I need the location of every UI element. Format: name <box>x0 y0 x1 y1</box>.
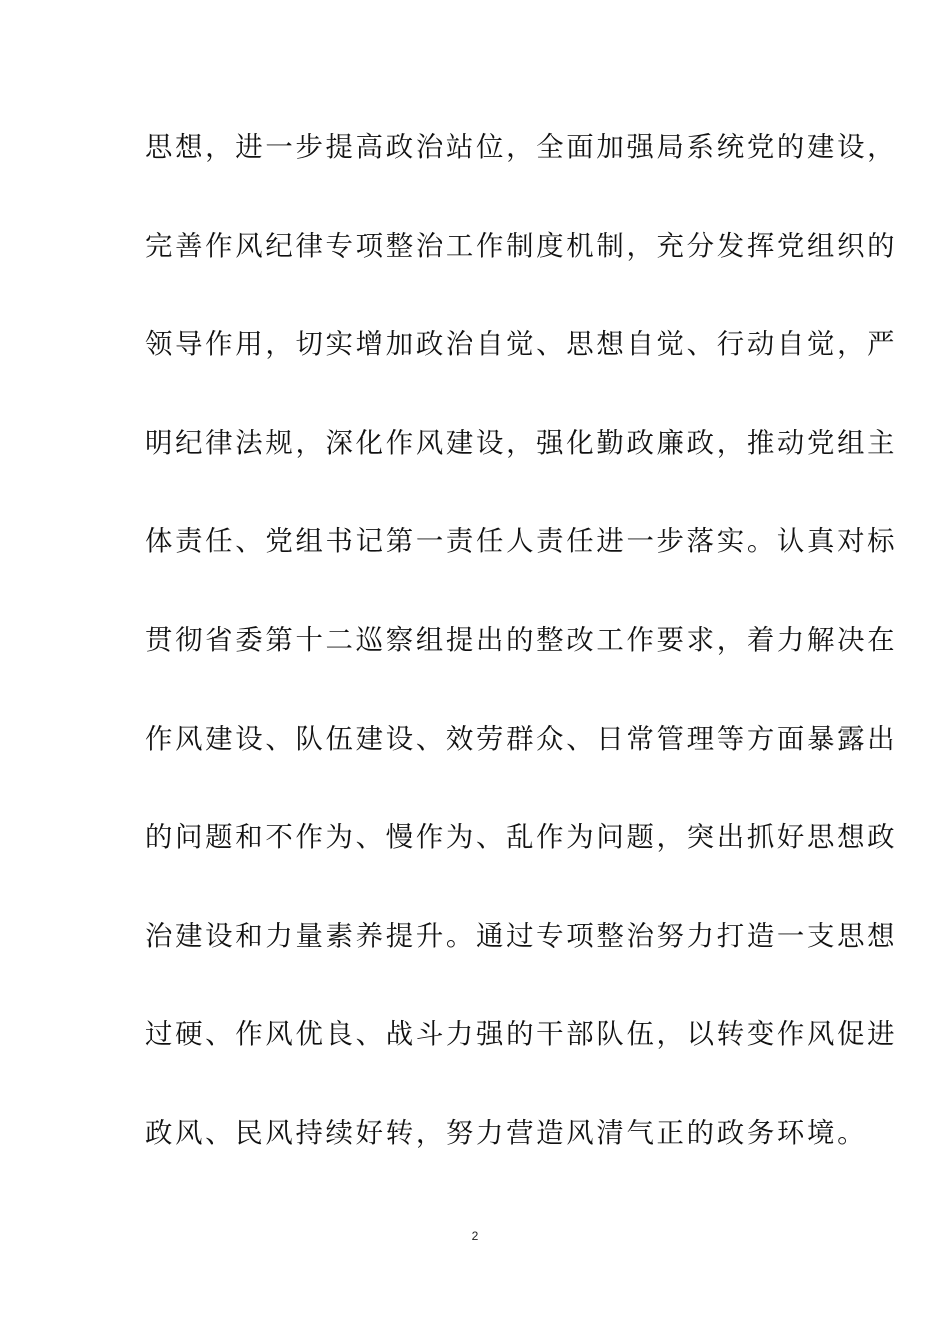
text-line: 作风建设、队伍建设、效劳群众、日常管理等方面暴露出 <box>145 723 898 755</box>
text-line: 明纪律法规，深化作风建设，强化勤政廉政，推动党组主 <box>145 427 898 459</box>
text-line: 贯彻省委第十二巡察组提出的整改工作要求，着力解决在 <box>145 624 898 656</box>
body-text <box>145 121 898 1206</box>
text-line: 政风、民风持续好转，努力营造风清气正的政务环境。 <box>145 1117 868 1149</box>
text-line: 治建设和力量素养提升。通过专项整治努力打造一支思想 <box>145 920 898 952</box>
page-number: 2 <box>471 1229 479 1243</box>
text-line: 体责任、党组书记第一责任人责任进一步落实。认真对标 <box>145 526 898 558</box>
text-line: 的问题和不作为、慢作为、乱作为问题，突出抓好思想政 <box>145 822 898 854</box>
text-line: 过硬、作风优良、战斗力强的干部队伍，以转变作风促进 <box>145 1019 898 1051</box>
text-line: 完善作风纪律专项整治工作制度机制，充分发挥党组织的 <box>145 230 898 262</box>
text-line: 思想，进一步提高政治站位，全面加强局系统党的建设， <box>145 132 898 163</box>
text-line: 领导作用，切实增加政治自觉、思想自觉、行动自觉，严 <box>145 329 898 361</box>
